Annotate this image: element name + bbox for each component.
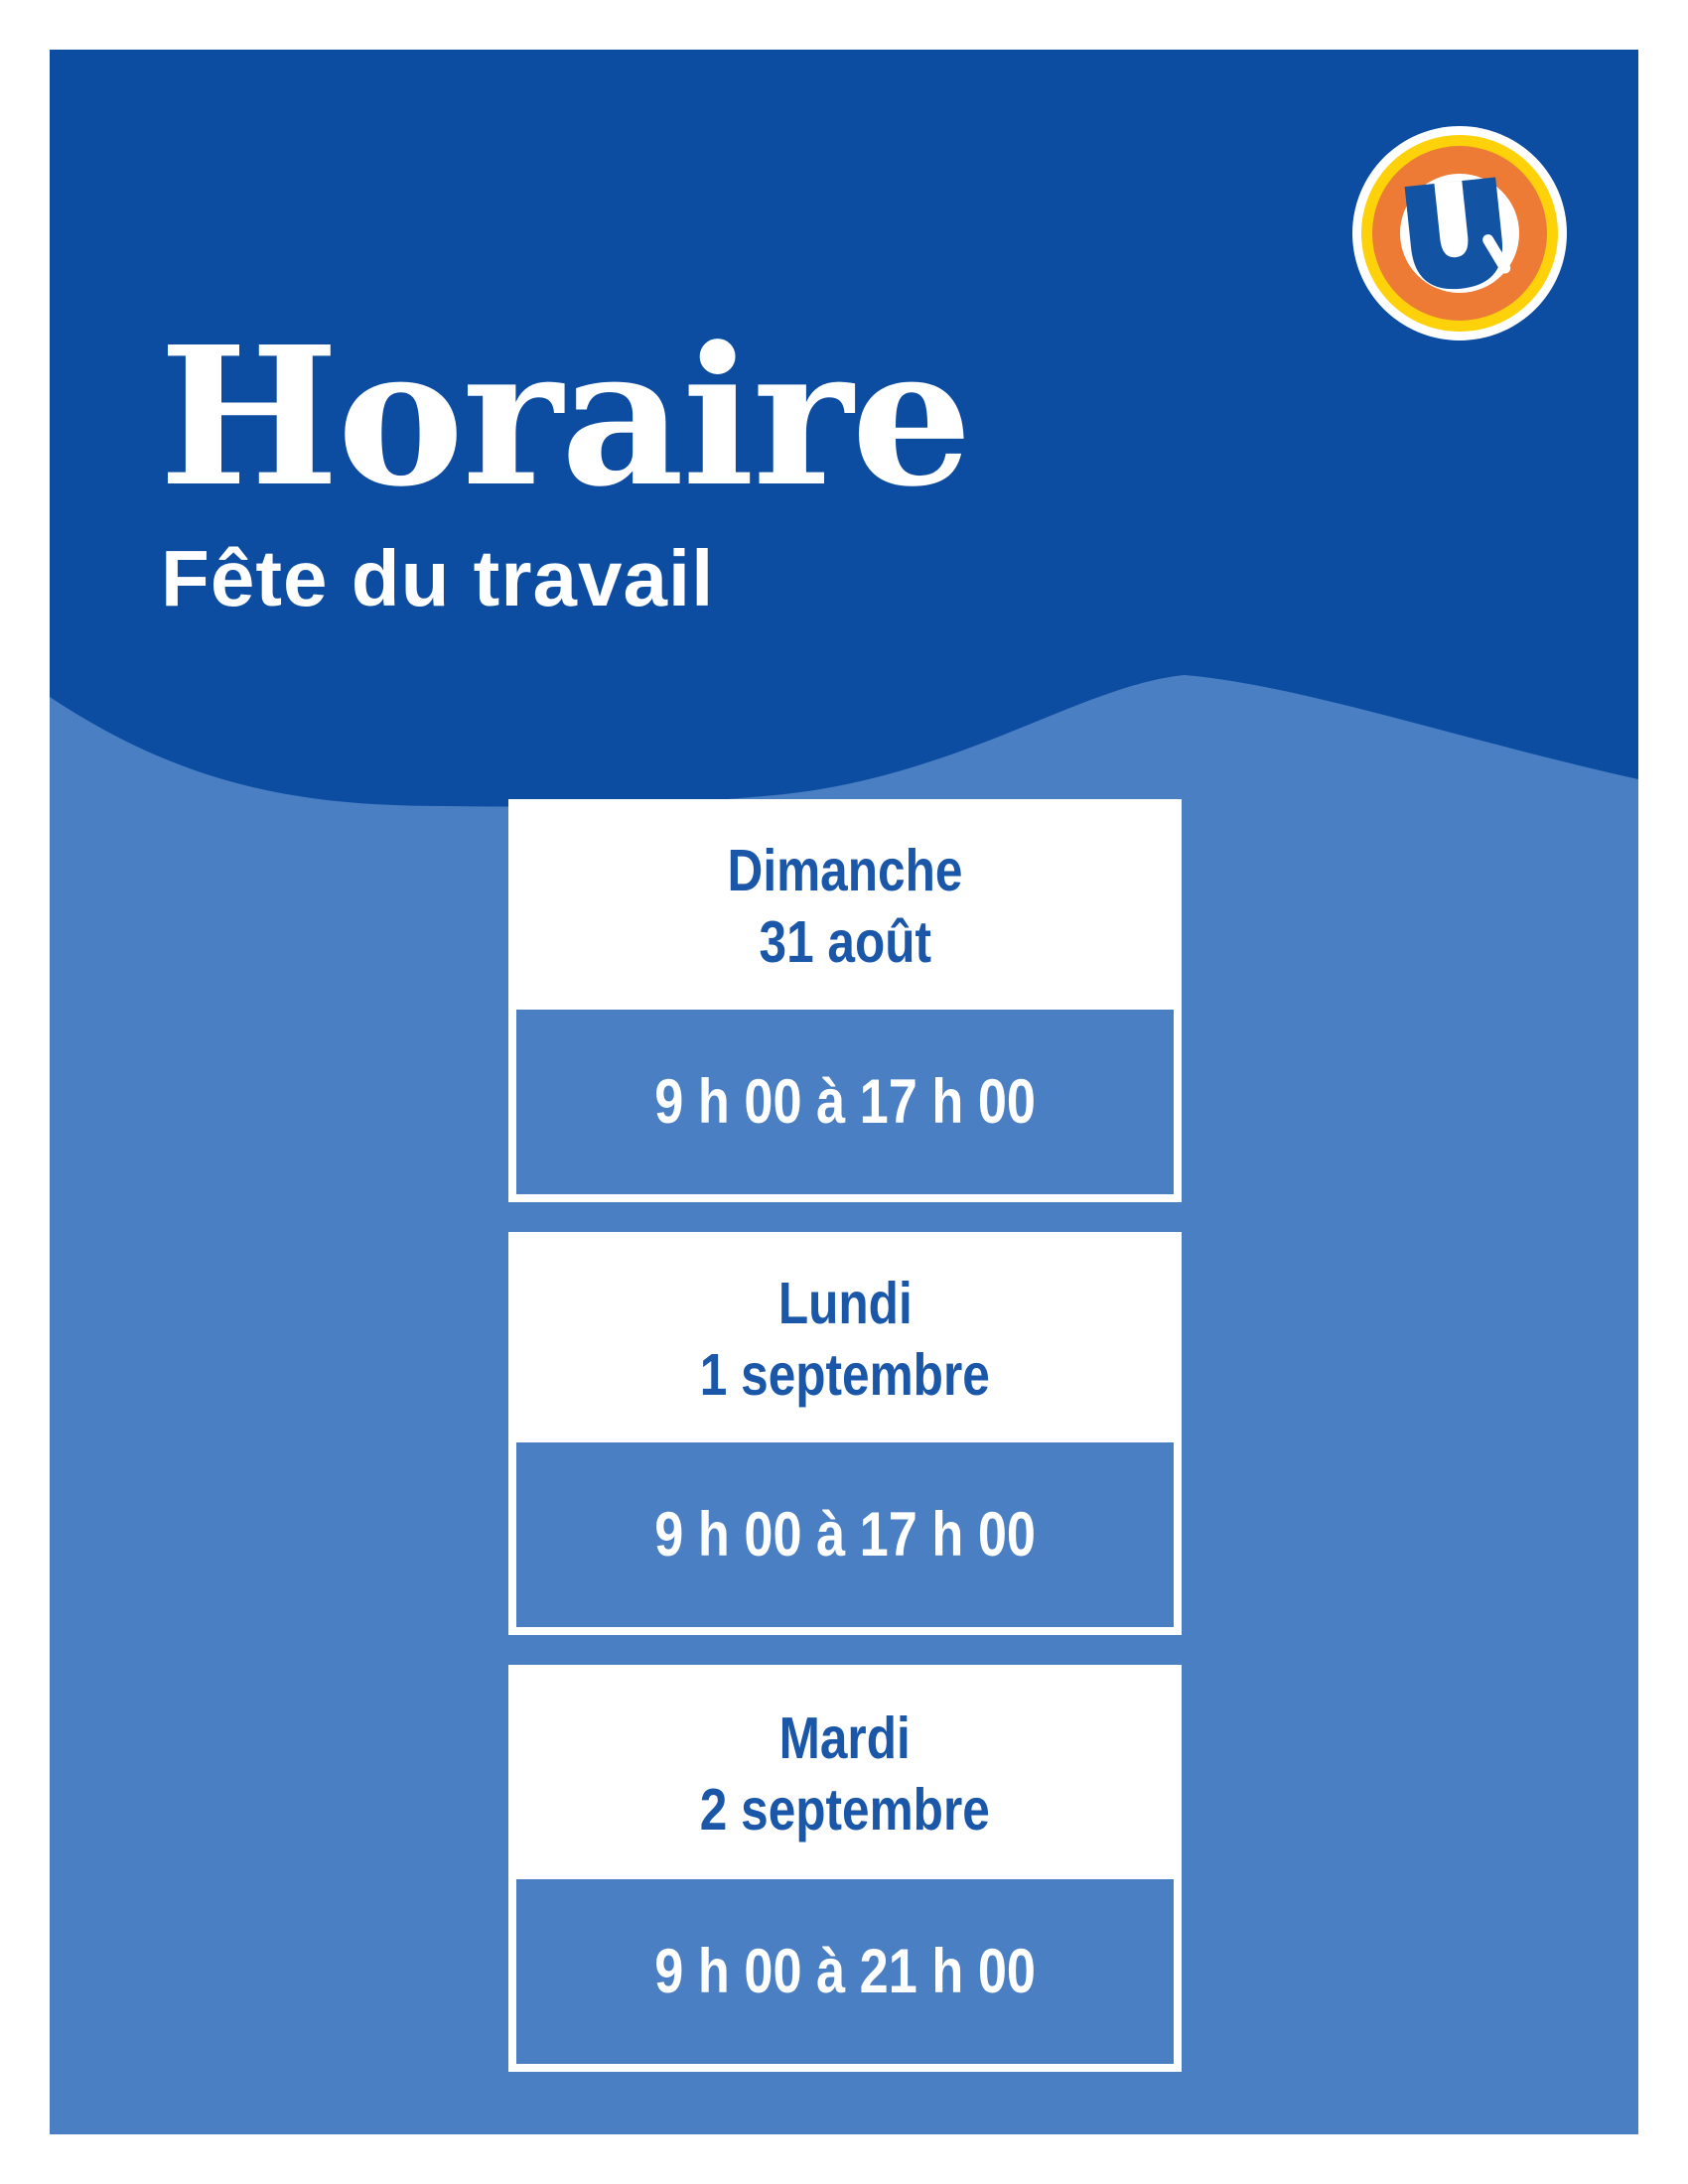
schedule-card-lundi — [508, 1232, 1182, 1635]
page-subtitle: Fête du travail — [161, 534, 715, 622]
day-label: Mardi — [778, 1706, 912, 1772]
schedule-cards — [508, 799, 1182, 2072]
date-label: 1 septembre — [699, 1342, 990, 1408]
poster-panel — [50, 50, 1638, 2134]
schedule-card-mardi — [508, 1665, 1182, 2072]
hours-band — [516, 1010, 1174, 1194]
schedule-card-dimanche — [508, 799, 1182, 1202]
hours-label: 9 h 00 à 21 h 00 — [654, 1936, 1036, 2006]
hours-band — [516, 1879, 1174, 2064]
hours-band — [516, 1442, 1174, 1627]
day-label: Dimanche — [727, 838, 963, 904]
card-day-header — [508, 1665, 1182, 1879]
hours-label: 9 h 00 à 17 h 00 — [654, 1499, 1036, 1570]
hours-label: 9 h 00 à 17 h 00 — [654, 1066, 1036, 1137]
magasins-u-logo — [1352, 126, 1567, 341]
day-label: Lundi — [777, 1271, 913, 1337]
date-label: 2 septembre — [699, 1777, 990, 1843]
date-label: 31 août — [759, 909, 931, 975]
card-day-header — [508, 799, 1182, 1010]
page-title: Horaire — [159, 306, 971, 529]
card-day-header — [508, 1232, 1182, 1442]
